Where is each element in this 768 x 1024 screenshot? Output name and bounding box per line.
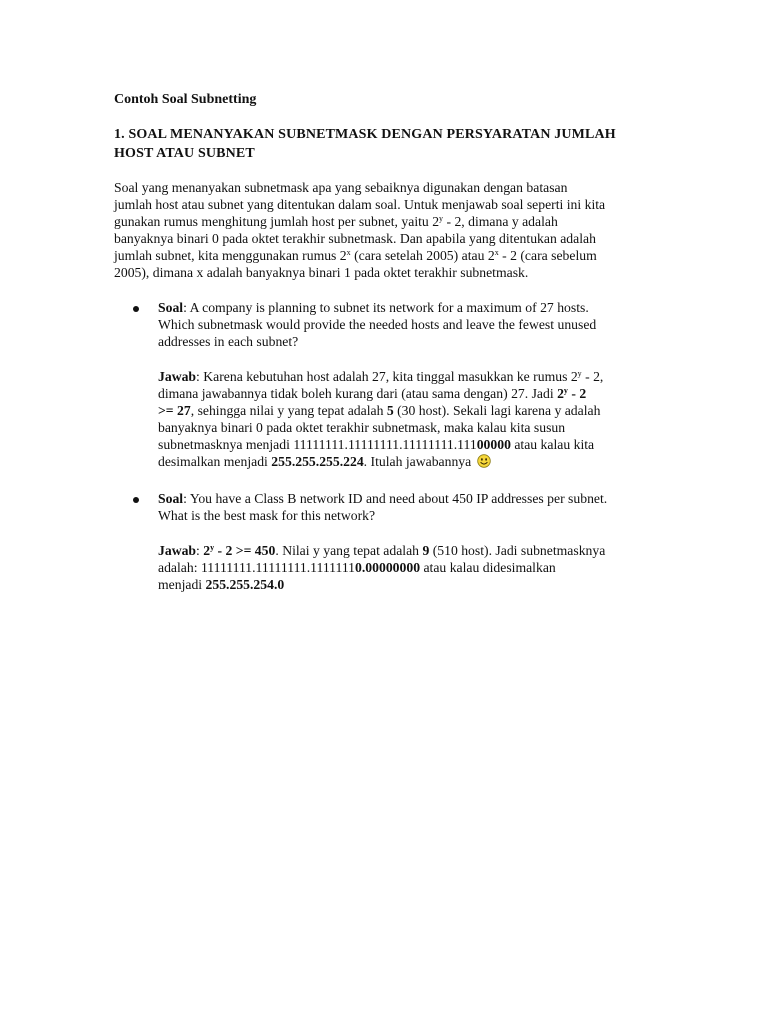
section-heading-line: 1. SOAL MENANYAKAN SUBNETMASK DENGAN PERSYARATAN JUMLAH bbox=[114, 127, 616, 142]
jawab-label: Jawab bbox=[158, 543, 197, 558]
section-heading-line: HOST ATAU SUBNET bbox=[114, 146, 255, 161]
answer-mask-1: 255.255.255.224 bbox=[271, 454, 364, 469]
intro-line: jumlah host atau subnet yang ditentukan dalam soal. Untuk menjawab soal seperti ini kita bbox=[114, 197, 606, 212]
intro-paragraph bbox=[114, 179, 659, 281]
bullet-icon bbox=[133, 497, 139, 503]
bullet-icon bbox=[133, 306, 139, 312]
jawab-label: Jawab bbox=[158, 369, 197, 384]
answer-mask-2: 255.255.254.0 bbox=[205, 577, 285, 592]
soal-label: Soal bbox=[158, 491, 184, 506]
intro-line: banyaknya binari 0 pada oktet terakhir subnetmask. Dan apabila yang ditentukan adalah bbox=[114, 231, 596, 246]
document-title: Contoh Soal Subnetting bbox=[114, 92, 257, 107]
question-1-jawab: Jawab: Karena kebutuhan host adalah 27, kita tinggal masukkan ke rumus 2$^y$ - 2, dimana jawabannya tidak boleh kurang dari (atau sama dengan) 27. Jadi 2$^y$ - 2 >= 27, sehingga nilai y yang tepat adalah 5 (30 host). Sekali lagi karena y adalah banyaknya binari 0 pada oktet terakhir subnetmask, maka kalau kita susun subnetmasknya menjadi 11111111.11111111.11111111.11100000 atau kalau kita desimalkan menjadi 255.255.255.224. Itulah jawabannya bbox=[158, 369, 604, 469]
intro-line: jumlah subnet, kita menggunakan rumus 2$^x$ (cara setelah 2005) atau 2$^x$ - 2 (cara sebelum bbox=[114, 248, 597, 263]
section-heading bbox=[114, 125, 654, 163]
intro-line: gunakan rumus menghitung jumlah host per subnet, yaitu 2$^y$ - 2, dimana y adalah bbox=[114, 214, 558, 229]
intro-line: Soal yang menanyakan subnetmask apa yang sebaiknya digunakan dengan batasan bbox=[114, 180, 568, 195]
question-1-soal: Soal: A company is planning to subnet its network for a maximum of 27 hosts. Which subnetmask would provide the needed hosts and leave the fewest unused addresses in each subnet? bbox=[158, 300, 597, 349]
question-2-soal: Soal: You have a Class B network ID and need about 450 IP addresses per subnet. What is the best mask for this network? bbox=[158, 491, 608, 523]
smiley-face-icon bbox=[477, 454, 491, 468]
question-2-jawab: Jawab: 2$^y$ - 2 >= 450. Nilai y yang tepat adalah 9 (510 host). Jadi subnetmasknya adalah: 11111111.11111111.11111110.00000000 atau kalau didesimalkan menjadi 255.255.254.0 bbox=[158, 543, 606, 592]
intro-line: 2005), dimana x adalah banyaknya binari 1 pada oktet terakhir subnetmask. bbox=[114, 265, 529, 280]
soal-label: Soal bbox=[158, 300, 184, 315]
